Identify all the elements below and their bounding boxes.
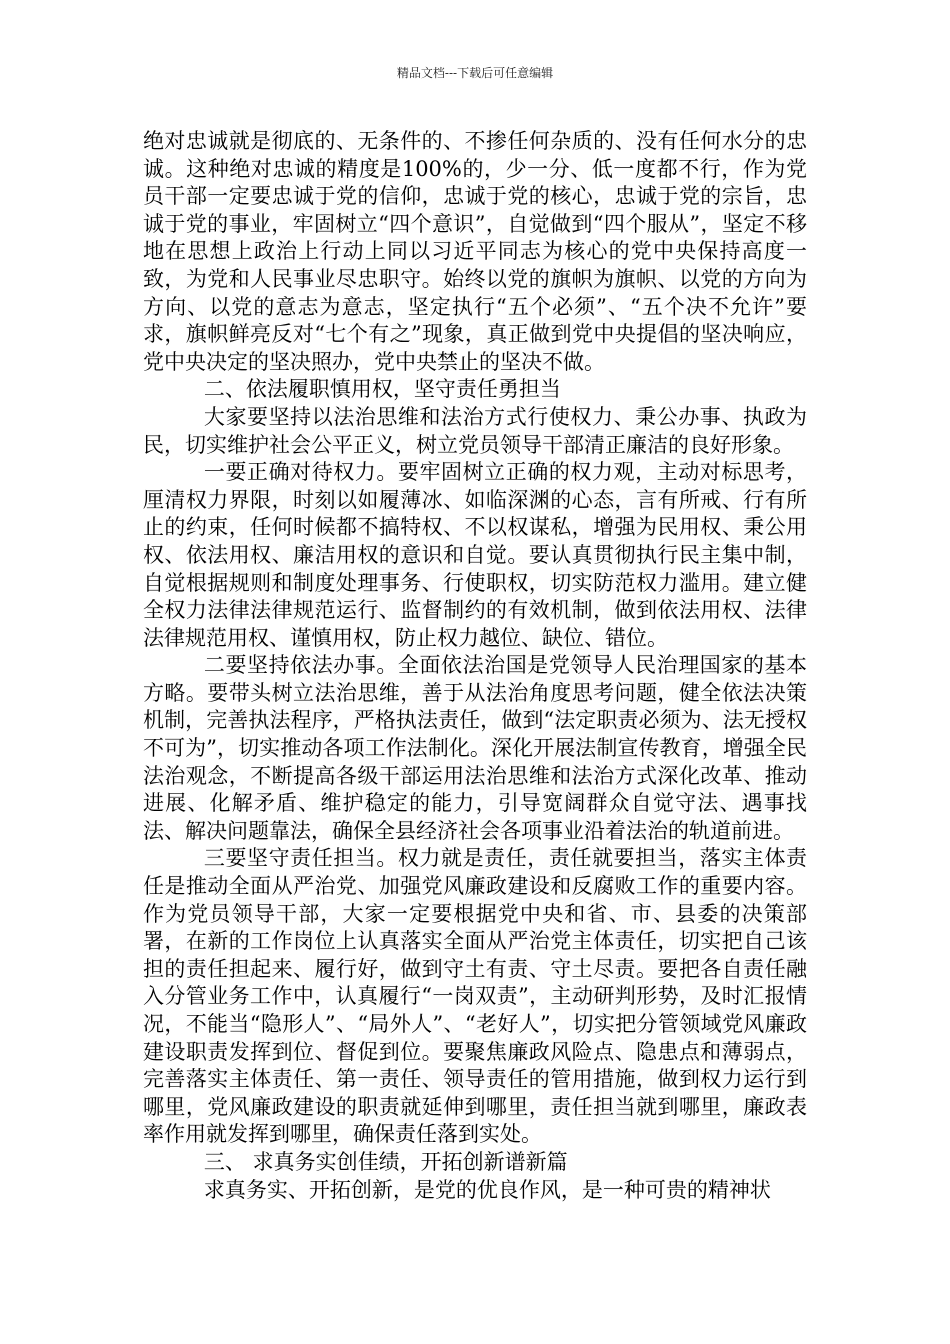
paragraph-innovation: 求真务实、开拓创新，是党的优良作风，是一种可贵的精神状 <box>203 1177 771 1202</box>
paragraph-rule-of-law: 大家要坚持以法治思维和法治方式行使权力、秉公办事、执政为民，切实维护社会公平正义，树立党员领导干部清正廉洁的良好形象。 <box>143 404 807 457</box>
page-header: 精品文档---下载后可任意编辑 <box>396 66 554 80</box>
paragraph-law-compliance: 二要坚持依法办事。全面依法治国是党领导人民治理国家的基本方略。要带头树立法治思维，善于从法治角度思考问题，健全依法决策机制，完善执法程序，严格执法责任，做到“法定职责必须为、法无授权不可为”，切实推动各项工作法制化。深化开展法制宣传教育，增强全民法治观念，不断提高各级干部运用法治思维和法治方式深化改革、推动进展、化解矛盾、维护稳定的能力，引导宽阔群众自觉守法、遇事找法、解决问题靠法，确保全县经济社会各项事业沿着法治的轨道前进。 <box>143 653 807 843</box>
paragraph-responsibility: 三要坚守责任担当。权力就是责任，责任就要担当，落实主体责任是推动全面从严治党、加强党风廉政建设和反腐败工作的重要内容。作为党员领导干部，大家一定要根据党中央和省、市、县委的决策部署，在新的工作岗位上认真落实全面从严治党主体责任，切实把自己该担的责任担起来、履行好，做到守土有责、守土尽责。要把各自责任融入分管业务工作中，认真履行“一岗双责”，主动研判形势，及时汇报情况，不能当“隐形人”、“局外人”、“老好人”，切实把分管领域党风廉政建设职责发挥到位、督促到位。要聚焦廉政风险点、隐患点和薄弱点，完善落实主体责任、第一责任、领导责任的管用措施，做到权力运行到哪里，党风廉政建设的职责就延伸到哪里，责任担当就到哪里，廉政表率作用就发挥到哪里，确保责任落到实处。 <box>143 846 807 1147</box>
paragraph-loyalty: 绝对忠诚就是彻底的、无条件的、不掺任何杂质的、没有任何水分的忠诚。这种绝对忠诚的精度是100%的，少一分、低一度都不行，作为党员干部一定要忠诚于党的信仰，忠诚于党的核心，忠诚于党的宗旨，忠诚于党的事业，牢固树立“四个意识”，自觉做到“四个服从”，坚定不移地在思想上政治上行动上同以习近平同志为核心的党中央保持高度一致，为党和人民事业尽忠职守。始终以党的旗帜为旗帜、以党的方向为方向、以党的意志为意志，坚定执行“五个必须”、“五个决不允许”要求，旗帜鲜亮反对“七个有之”现象，真正做到党中央提倡的坚决响应，党中央决定的坚决照办，党中央禁止的坚决不做。 <box>143 129 807 374</box>
section-heading-3: 三、 求真务实创佳绩，开拓创新谱新篇 <box>203 1149 568 1174</box>
document-body <box>143 128 807 1204</box>
section-heading-2: 二、依法履职慎用权，坚守责任勇担当 <box>203 377 561 402</box>
paragraph-power: 一要正确对待权力。要牢固树立正确的权力观，主动对标思考，厘清权力界限，时刻以如履薄冰、如临深渊的心态，言有所戒、行有所止的约束，任何时候都不搞特权、不以权谋私，增强为民用权、秉公用权、依法用权、廉洁用权的意识和自觉。要认真贯彻执行民主集中制，自觉根据规则和制度处理事务、行使职权，切实防范权力滥用。建立健全权力法律法律规范运行、监督制约的有效机制，做到依法用权、法律法律规范用权、谨慎用权，防止权力越位、缺位、错位。 <box>143 460 807 650</box>
